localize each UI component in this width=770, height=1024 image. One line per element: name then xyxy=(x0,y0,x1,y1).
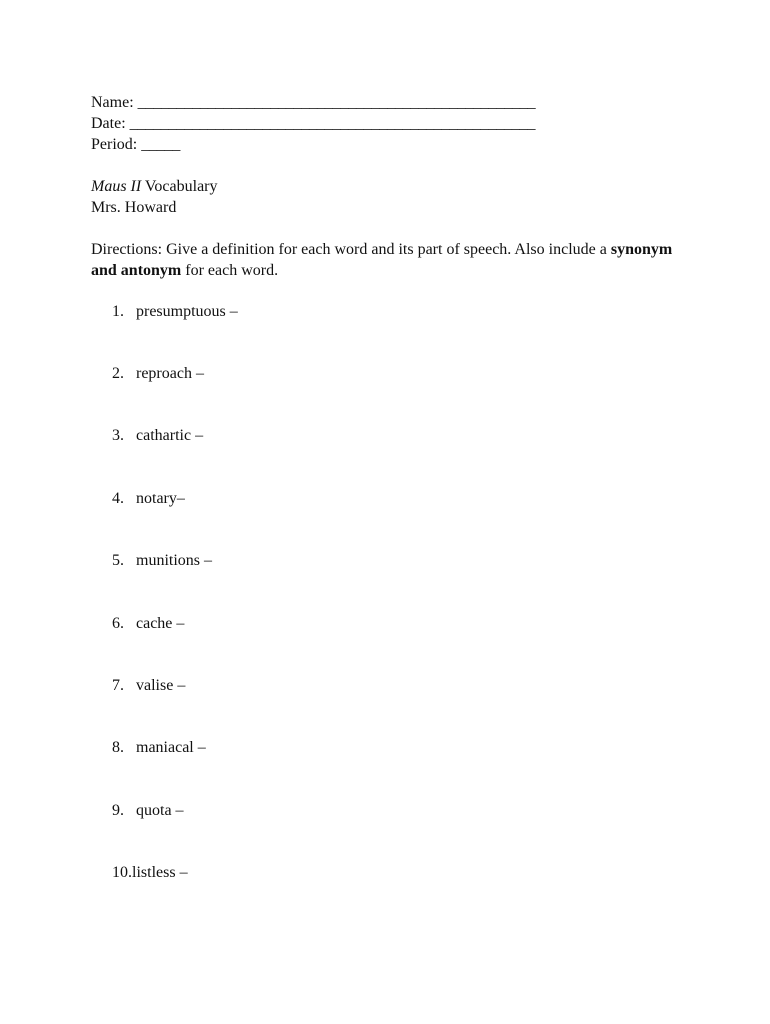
period-blank: _____ xyxy=(141,136,181,153)
list-item xyxy=(112,426,203,446)
name-blank: ___________________________________________________ xyxy=(137,94,536,111)
book-title: Maus II xyxy=(91,178,142,195)
directions xyxy=(91,239,691,281)
list-item xyxy=(112,302,238,322)
vocab-word: notary– xyxy=(136,490,185,507)
name-label: Name: xyxy=(91,94,134,111)
teacher-name: Mrs. Howard xyxy=(91,199,177,216)
item-number: 4. xyxy=(112,490,124,507)
vocab-word: listless – xyxy=(132,864,188,881)
vocab-word: cathartic – xyxy=(136,427,204,444)
title-subject: Vocabulary xyxy=(141,178,218,195)
vocab-word: reproach – xyxy=(136,365,204,382)
vocab-word: munitions – xyxy=(136,552,213,569)
period-line xyxy=(91,135,180,155)
list-item xyxy=(112,863,188,883)
list-item xyxy=(112,364,204,384)
list-item xyxy=(112,801,184,821)
vocab-word: quota – xyxy=(136,802,184,819)
date-blank: ____________________________________________________ xyxy=(129,115,536,132)
list-item xyxy=(112,738,206,758)
period-label: Period: xyxy=(91,136,138,153)
list-item xyxy=(112,676,185,696)
vocab-word: valise – xyxy=(136,677,186,694)
item-number: 6. xyxy=(112,615,124,632)
item-number: 10. xyxy=(112,864,132,881)
vocab-word: presumptuous – xyxy=(136,303,238,320)
item-number: 2. xyxy=(112,365,124,382)
list-item xyxy=(112,489,185,509)
item-number: 1. xyxy=(112,303,124,320)
directions-text: Directions: Give a definition for each word and its part of speech. Also include a xyxy=(91,241,611,258)
vocab-word: cache – xyxy=(136,615,185,632)
name-line xyxy=(91,93,535,113)
list-item xyxy=(112,551,212,571)
item-number: 9. xyxy=(112,802,124,819)
list-item xyxy=(112,614,184,634)
vocab-word: maniacal – xyxy=(136,739,206,756)
directions-text-end: for each word. xyxy=(181,262,279,279)
item-number: 8. xyxy=(112,739,124,756)
date-label: Date: xyxy=(91,115,126,132)
date-line xyxy=(91,114,535,134)
item-number: 3. xyxy=(112,427,124,444)
worksheet-title xyxy=(91,177,218,197)
directions-bold: synonym and antonym xyxy=(91,241,673,279)
item-number: 5. xyxy=(112,552,124,569)
item-number: 7. xyxy=(112,677,124,694)
